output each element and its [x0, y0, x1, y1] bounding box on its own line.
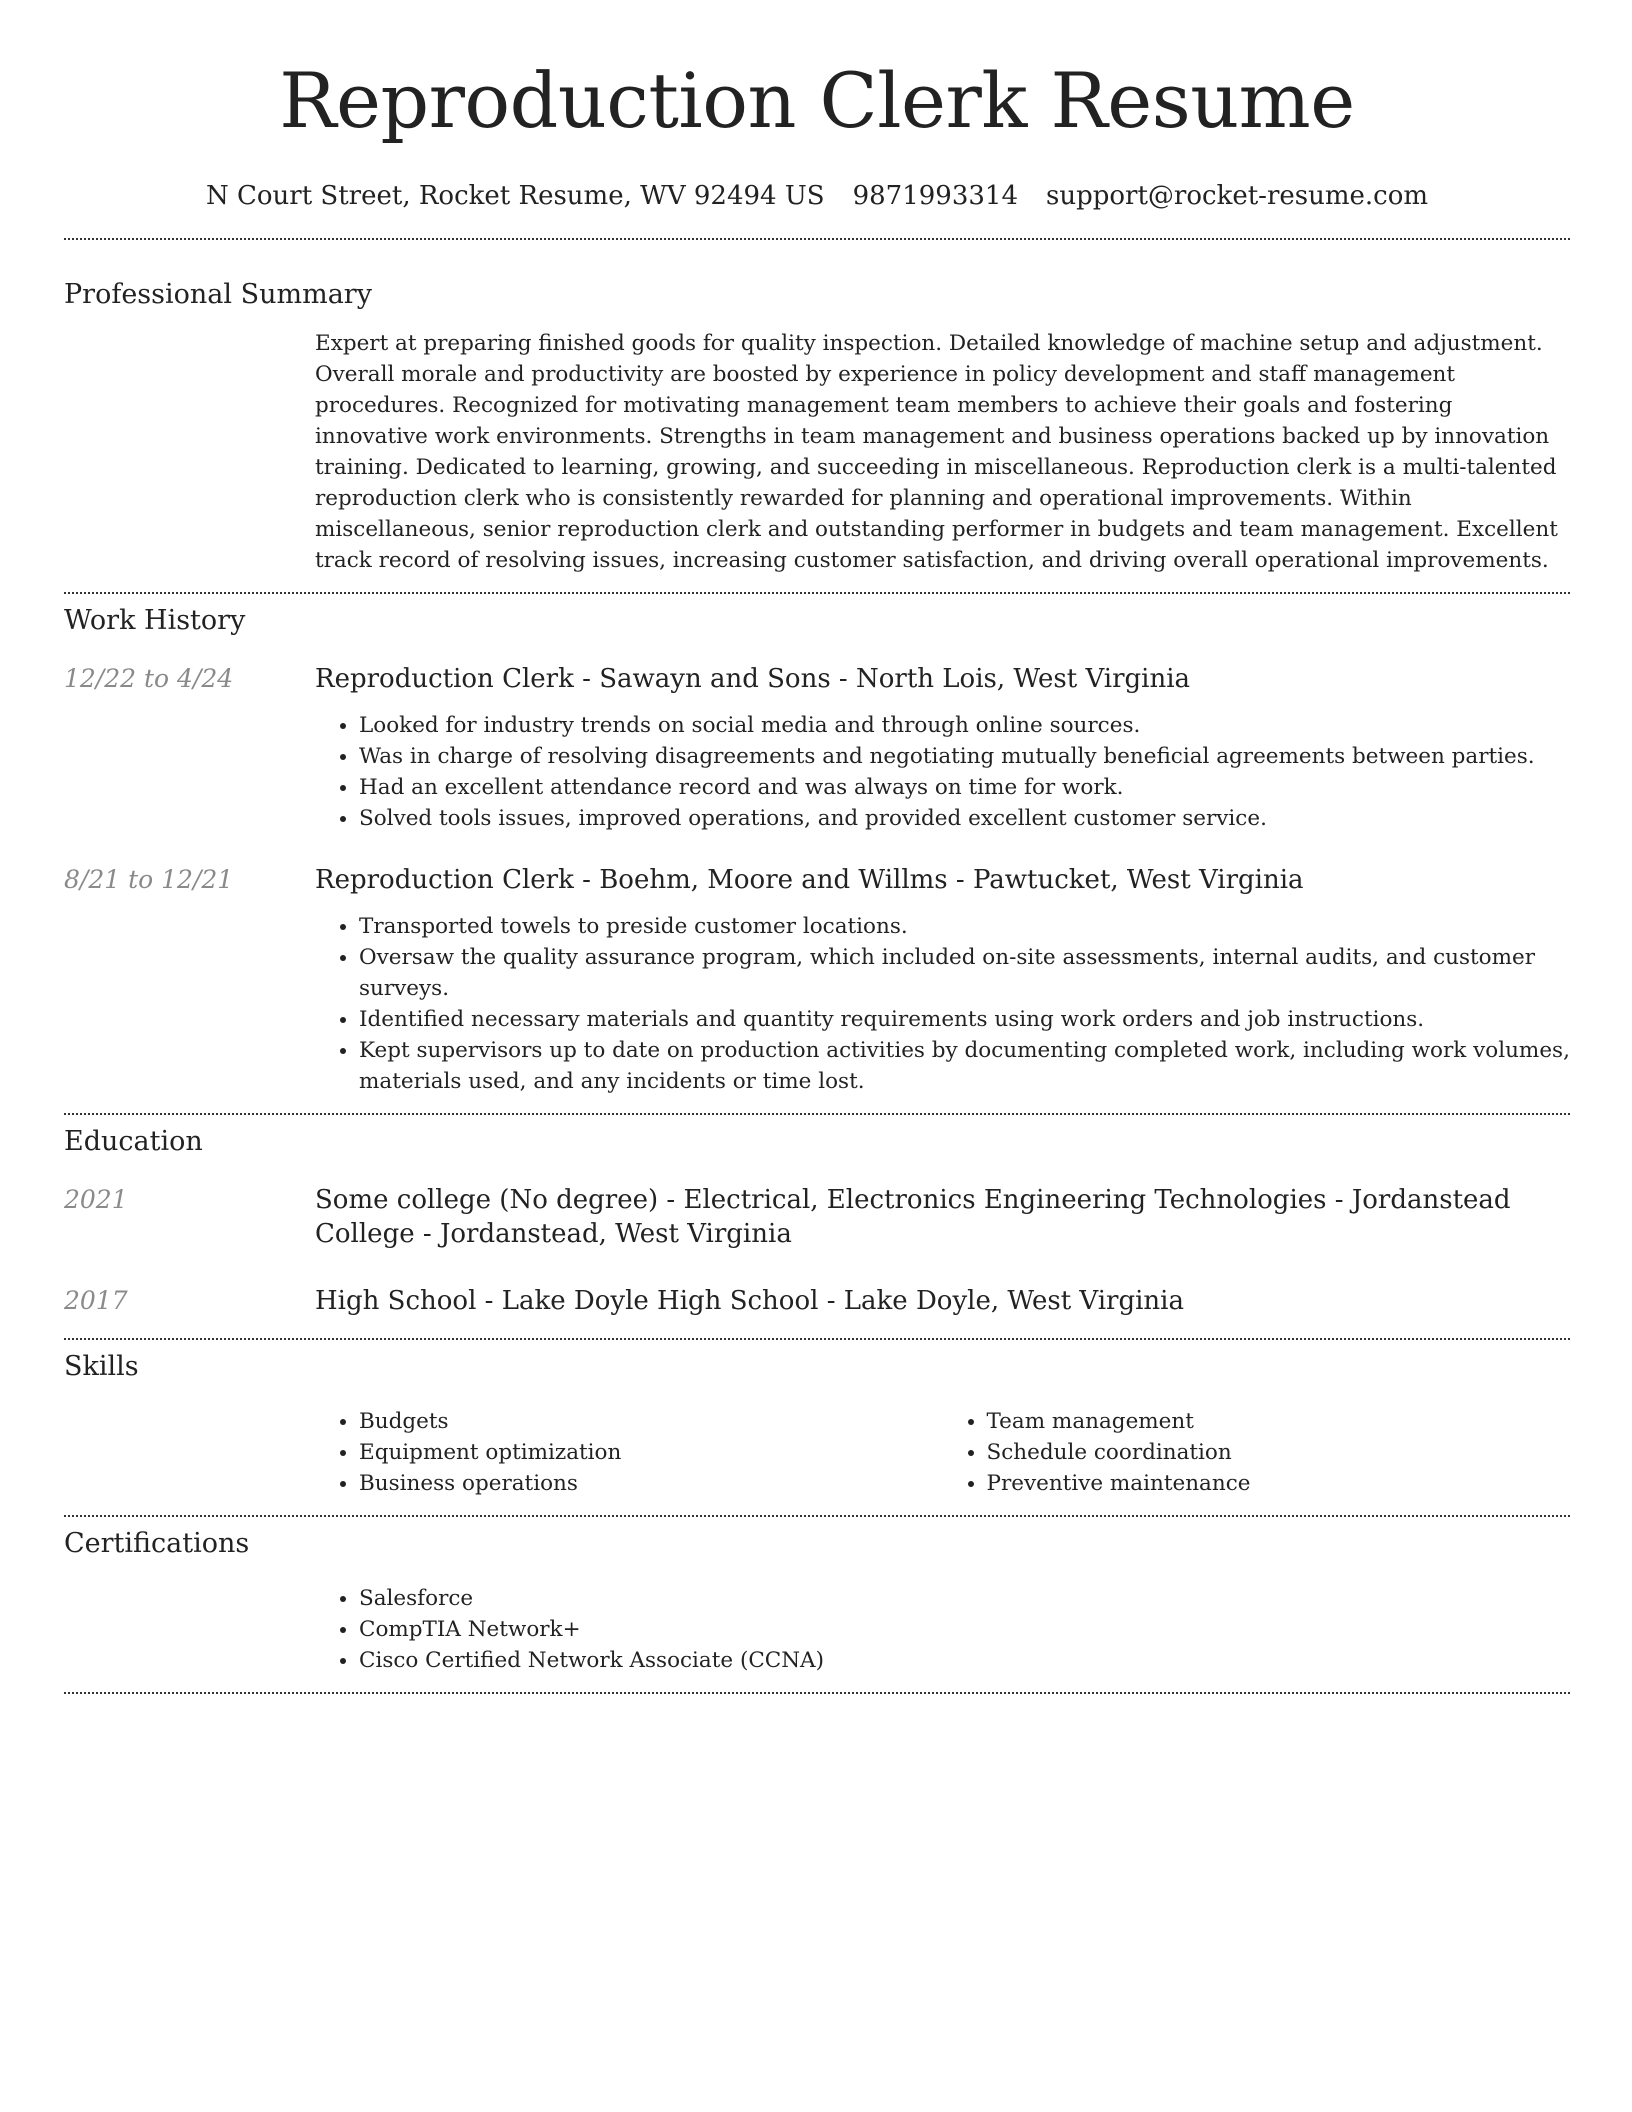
skills-row [64, 1406, 1570, 1499]
list-item: • Oversaw the quality assurance program, which included on-site assessments, internal audits, and customer surveys. [359, 942, 1570, 1004]
divider [64, 238, 1570, 240]
list-item: • Solved tools issues, improved operations, and provided excellent customer service. [359, 803, 1570, 834]
list-item: • Had an excellent attendance record and was always on time for work. [359, 772, 1570, 803]
resume-page [64, 0, 1570, 1694]
education-heading: Some college (No degree) - Electrical, Electronics Engineering Technologies - Jordanstead College - Jordanstead, West Virginia [315, 1185, 1511, 1249]
job-duties [315, 911, 1570, 1097]
skill-item: • Schedule coordination [987, 1437, 1571, 1468]
education-location: Jordanstead, West Virginia [439, 1219, 792, 1249]
contact-phone: 9871993314 [852, 181, 1019, 211]
skills-list-left [315, 1406, 943, 1499]
job-company: Sawayn and Sons [599, 664, 831, 694]
job-heading: Reproduction Clerk - Boehm, Moore and Willms - Pawtucket, West Virginia [315, 865, 1304, 895]
job-heading: Reproduction Clerk - Sawayn and Sons - North Lois, West Virginia [315, 664, 1191, 694]
contact-line [64, 180, 1570, 212]
job-location: North Lois, West Virginia [856, 664, 1191, 694]
section-title-summary: Professional Summary [64, 279, 372, 310]
job-location: Pawtucket, West Virginia [972, 865, 1304, 895]
skills-grid [315, 1406, 1570, 1499]
job-position: Reproduction Clerk [315, 664, 574, 694]
divider [64, 1338, 1570, 1340]
education-degree: High School [315, 1286, 477, 1316]
education-year: 2017 [64, 1286, 128, 1315]
job-dates: 8/21 to 12/21 [64, 865, 234, 894]
certification-item: • CompTIA Network+ [359, 1614, 1570, 1645]
section-title-skills: Skills [64, 1351, 139, 1382]
certification-item: • Cisco Certified Network Associate (CCNA) [359, 1645, 1570, 1676]
summary-row [64, 328, 1570, 576]
divider [64, 1692, 1570, 1694]
skills-list-right [943, 1406, 1571, 1499]
education-entry [64, 1183, 1570, 1251]
divider [64, 592, 1570, 594]
education-entry [64, 1284, 1570, 1318]
skill-item: • Budgets [359, 1406, 943, 1437]
contact-email: support@rocket-resume.com [1046, 181, 1429, 211]
job-dates: 12/22 to 4/24 [64, 664, 234, 693]
education-year: 2021 [64, 1185, 128, 1214]
skill-item: • Equipment optimization [359, 1437, 943, 1468]
list-item: • Was in charge of resolving disagreements and negotiating mutually beneficial agreements between parties. [359, 741, 1570, 772]
job-company: Boehm, Moore and Willms [599, 865, 948, 895]
education-location: Lake Doyle, West Virginia [843, 1286, 1184, 1316]
summary-text: Expert at preparing finished goods for quality inspection. Detailed knowledge of machine setup and adjustment. Overall morale and productivity are boosted by experience in policy development and staff management procedures. Recognized for motivating management team members to achieve their goals and fostering innovative work environments. Strengths in team management and business operations backed up by innovation training. Dedicated to learning, growing, and succeeding in miscellaneous. Reproduction clerk is a multi-talented reproduction clerk who is consistently rewarded for planning and operational improvements. Within miscellaneous, senior reproduction clerk and outstanding performer in budgets and team management. Excellent track record of resolving issues, increasing customer satisfaction, and driving overall operational improvements. [315, 331, 1558, 573]
section-title-work: Work History [64, 605, 246, 636]
job-position: Reproduction Clerk [315, 865, 574, 895]
skill-item: • Business operations [359, 1468, 943, 1499]
skill-item: • Team management [987, 1406, 1571, 1437]
divider [64, 1113, 1570, 1115]
list-item: • Looked for industry trends on social media and through online sources. [359, 710, 1570, 741]
education-school: Jordanstead College [315, 1185, 1511, 1249]
education-degree: Some college (No degree) [315, 1185, 659, 1215]
list-item: • Identified necessary materials and quantity requirements using work orders and job instructions. [359, 1004, 1570, 1035]
education-school: Lake Doyle High School [501, 1286, 819, 1316]
certification-item: • Salesforce [359, 1583, 1570, 1614]
job-entry [64, 662, 1570, 834]
job-duties [315, 710, 1570, 834]
contact-address: N Court Street, Rocket Resume, WV 92494 US [205, 181, 825, 211]
section-title-certifications: Certifications [64, 1528, 250, 1559]
certifications-list [315, 1583, 1570, 1676]
section-title-education: Education [64, 1126, 203, 1157]
skill-item: • Preventive maintenance [987, 1468, 1571, 1499]
list-item: • Kept supervisors up to date on production activities by documenting completed work, including work volumes, materials used, and any incidents or time lost. [359, 1035, 1570, 1097]
job-entry [64, 863, 1570, 1097]
certifications-row [64, 1583, 1570, 1676]
education-field: Electrical, Electronics Engineering Technologies [683, 1185, 1327, 1215]
list-item: • Transported towels to preside customer locations. [359, 911, 1570, 942]
education-heading: High School - Lake Doyle High School - Lake Doyle, West Virginia [315, 1286, 1184, 1316]
resume-title: Reproduction Clerk Resume [279, 56, 1355, 145]
divider [64, 1515, 1570, 1517]
